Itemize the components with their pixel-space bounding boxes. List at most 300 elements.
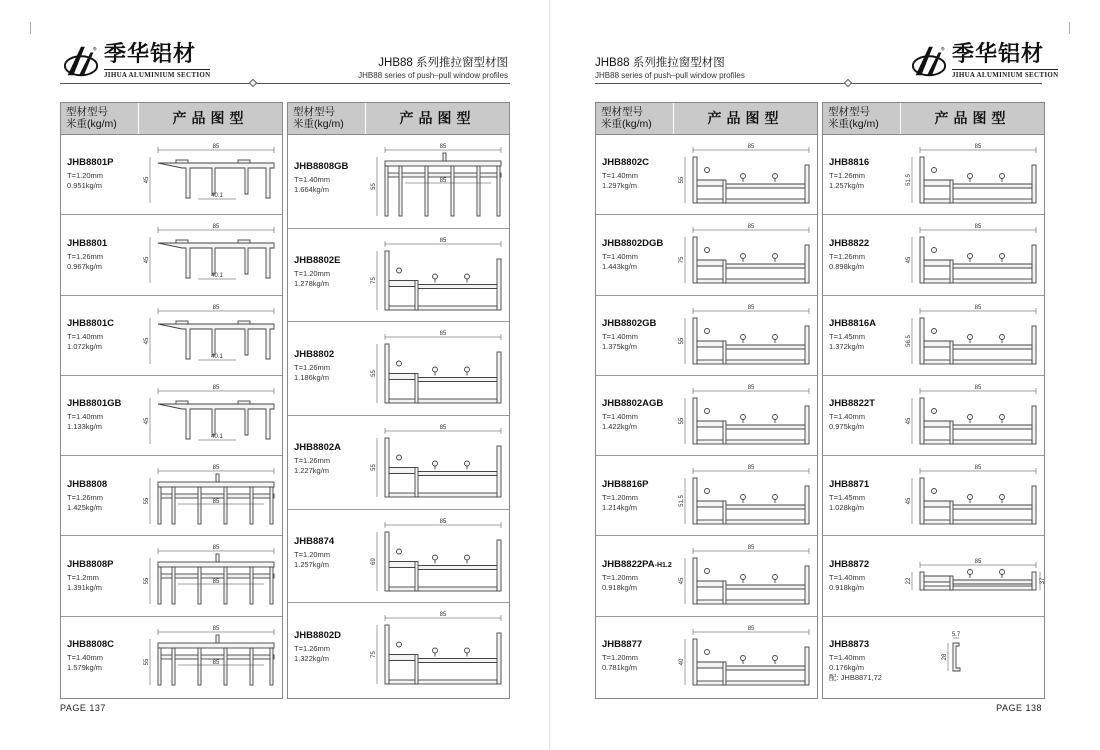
profile-drawing (685, 147, 809, 203)
dimension-label: 85 (212, 304, 220, 311)
table-row (288, 603, 509, 697)
dimension-label: 85 (439, 144, 447, 150)
wall-thickness: T=1.45mm (829, 492, 866, 502)
meter-weight: 0.781kg/m (602, 663, 638, 673)
table-row (596, 215, 817, 295)
profile-info (67, 398, 147, 432)
wall-thickness: T=1.45mm (829, 332, 866, 342)
profile-drawing (948, 638, 960, 671)
profile-outline (693, 157, 697, 203)
profile-outline (385, 251, 389, 310)
dimension-label: 85 (212, 579, 220, 586)
meter-weight: 1.072kg/m (67, 342, 103, 352)
profile-info (602, 157, 682, 191)
profile-section-drawing (671, 617, 817, 697)
table-row (596, 456, 817, 536)
profile-outline (158, 482, 274, 487)
profile-table-right-2 (822, 102, 1045, 699)
profile-outline (920, 157, 924, 203)
profile-section-drawing (136, 215, 282, 295)
dimension-label: 85 (439, 237, 447, 244)
dimension-label: 5.7 (951, 631, 961, 638)
header-product-shape: 产品图型 (172, 110, 249, 126)
meter-weight: 1.391kg/m (67, 582, 103, 592)
profile-section-drawing (363, 322, 509, 415)
dimension-label: 45 (144, 256, 150, 264)
profile-code: JHB8872 (829, 558, 870, 570)
table-row (288, 510, 509, 604)
series-title-cn: JHB88 系列推拉窗型材图 (595, 57, 725, 69)
profile-code: JHB8822 (829, 237, 870, 249)
dimension-label: 55 (371, 370, 377, 378)
meter-weight: 0.918kg/m (829, 582, 865, 592)
wall-thickness: T=1.2mm (67, 572, 99, 582)
dimension-label: 55 (679, 176, 685, 184)
profile-info (294, 161, 374, 195)
meter-weight: 1.664kg/m (294, 185, 330, 195)
dimension-label: 55 (144, 497, 150, 505)
dimension-label: 85 (212, 499, 220, 506)
table-row (61, 617, 282, 697)
header-model: 型材型号 (828, 106, 870, 118)
profile-drawing (150, 548, 274, 604)
profile-info (829, 479, 909, 513)
header-weight: 米重(kg/m) (828, 118, 879, 130)
profile-code: JHB8802E (294, 254, 341, 266)
series-title-cn: JHB88 系列推拉窗型材图 (378, 57, 508, 69)
profile-drawing (377, 241, 501, 310)
crop-mark (30, 22, 42, 34)
dimension-label: 69 (371, 557, 377, 565)
profile-section-drawing (136, 456, 282, 536)
profile-code: JHB8877 (602, 639, 643, 651)
meter-weight: 1.186kg/m (294, 372, 330, 382)
dimension-label: 85 (439, 331, 447, 338)
profile-section-drawing (136, 617, 282, 697)
table-row (596, 536, 817, 616)
table-row (61, 296, 282, 376)
table-header (288, 103, 509, 135)
dimension-label: 85 (439, 612, 447, 619)
profile-code: JHB8816A (829, 318, 876, 330)
dimension-label: 75 (371, 276, 377, 284)
brand-name-cn: 季华铝材 (104, 42, 197, 67)
dimension-label: 85 (747, 144, 755, 150)
profile-outline (920, 318, 924, 364)
meter-weight: 0.898kg/m (829, 261, 865, 271)
wall-thickness: T=1.40mm (67, 412, 104, 422)
profile-outline (693, 398, 697, 444)
table-header (61, 103, 282, 135)
dimension-label: 40.1 (211, 273, 223, 280)
wall-thickness: T=1.20mm (602, 653, 639, 663)
table-row (823, 617, 1044, 697)
profile-outline (953, 643, 960, 671)
jihua-logo-icon (62, 42, 100, 80)
profile-info (829, 559, 909, 593)
profile-info (294, 630, 374, 664)
page-number: PAGE 137 (60, 703, 106, 713)
profile-drawing (377, 522, 501, 591)
profile-info (294, 255, 374, 289)
dimension-label: 85 (747, 545, 755, 552)
profile-outline (385, 625, 389, 684)
wall-thickness: T=1.26mm (294, 362, 331, 372)
dimension-label: 45 (906, 497, 912, 505)
profile-code: JHB8802C (602, 157, 649, 169)
dimension-label: 85 (747, 384, 755, 391)
profile-drawing (912, 147, 1036, 203)
meter-weight: 1.322kg/m (294, 653, 330, 663)
wall-thickness: T=1.40mm (602, 171, 639, 181)
meter-weight: 1.297kg/m (602, 181, 638, 191)
wall-thickness: T=1.20mm (602, 492, 639, 502)
profile-info (67, 318, 147, 352)
profile-info (294, 349, 374, 383)
meter-weight: 1.372kg/m (829, 342, 865, 352)
table-row (288, 416, 509, 510)
profile-info (602, 238, 682, 272)
profile-drawing (685, 468, 809, 524)
crop-mark (1058, 22, 1070, 34)
profile-section-drawing (671, 135, 817, 215)
dimension-label: 55 (371, 183, 377, 190)
profile-info (67, 639, 147, 673)
profile-outline (158, 562, 274, 567)
profile-info (294, 442, 374, 476)
dimension-label: 85 (747, 224, 755, 231)
profile-drawing (685, 629, 809, 685)
meter-weight: 1.422kg/m (602, 422, 638, 432)
profile-drawing (685, 548, 809, 604)
dimension-label: 85 (974, 224, 982, 231)
dimension-label: 85 (439, 518, 447, 525)
dimension-label: 85 (212, 545, 220, 552)
dimension-label: 85 (974, 465, 982, 472)
profile-code: JHB8801P (67, 157, 114, 169)
table-row (596, 617, 817, 697)
profile-code: JHB8802A (294, 442, 341, 454)
dimension-label: 51.5 (679, 495, 685, 507)
dimension-label: 85 (212, 625, 220, 632)
page-number: PAGE 138 (996, 703, 1042, 713)
meter-weight: 1.214kg/m (602, 502, 638, 512)
profile-code: JHB8816 (829, 157, 870, 169)
profile-outline (693, 639, 697, 685)
series-title-en: JHB88 series of push–pull window profiles (595, 71, 745, 80)
wall-thickness: T=1.26mm (294, 643, 331, 653)
table-row (823, 215, 1044, 295)
header-product-shape: 产品图型 (707, 110, 784, 126)
table-row (596, 376, 817, 456)
profile-section-drawing (898, 376, 1044, 456)
table-row (823, 376, 1044, 456)
header-product-shape: 产品图型 (399, 110, 476, 126)
meter-weight: 1.375kg/m (602, 342, 638, 352)
brand-logo (910, 42, 1058, 80)
profile-drawing (912, 562, 1040, 590)
jihua-logo-icon (910, 42, 948, 80)
dimension-label: 85 (212, 465, 220, 472)
matching-note: 配: JHB8871,72 (829, 673, 882, 683)
series-title-en: JHB88 series of push–pull window profiles (358, 71, 508, 80)
table-row (823, 536, 1044, 616)
dimension-label: 45 (906, 417, 912, 425)
profile-drawing (150, 629, 274, 685)
meter-weight: 1.257kg/m (294, 559, 330, 569)
series-title (358, 54, 508, 80)
header-model: 型材型号 (66, 106, 108, 118)
dimension-label: 75 (679, 256, 685, 264)
profile-drawing (912, 468, 1036, 524)
dimension-label: 85 (747, 304, 755, 311)
profile-drawing (377, 615, 501, 684)
profile-section-drawing (363, 603, 509, 696)
profile-outline (920, 478, 924, 524)
svg-text:®: ® (92, 47, 98, 53)
dimension-label: 85 (212, 224, 220, 231)
wall-thickness: T=1.40mm (602, 412, 639, 422)
dimension-label: 55 (679, 417, 685, 425)
profile-outline (920, 572, 924, 590)
profile-code: JHB8822T (829, 398, 875, 410)
profile-section-drawing (363, 135, 509, 228)
dimension-label: 85 (212, 384, 220, 391)
profile-section-drawing (363, 416, 509, 509)
profile-info (829, 157, 909, 191)
table-row (61, 215, 282, 295)
header-product-shape: 产品图型 (934, 110, 1011, 126)
meter-weight: 1.257kg/m (829, 181, 865, 191)
profile-section-drawing (671, 296, 817, 376)
dimension-label: 85 (212, 659, 220, 666)
dimension-label: 55 (679, 337, 685, 344)
profile-drawing (377, 334, 501, 403)
profile-outline (158, 643, 274, 648)
profile-outline (385, 161, 501, 166)
profile-info (602, 479, 682, 513)
profile-drawing (912, 227, 1036, 283)
meter-weight: 1.028kg/m (829, 502, 865, 512)
profile-code: JHB8874 (294, 535, 335, 547)
profile-section-drawing (136, 135, 282, 215)
header-model-weight (823, 103, 901, 134)
table-row (823, 456, 1044, 536)
profile-outline (693, 318, 697, 364)
meter-weight: 1.133kg/m (67, 422, 103, 432)
profile-info (829, 398, 909, 432)
profile-info (67, 479, 147, 513)
brand-name-cn: 季华铝材 (952, 42, 1045, 67)
profile-section-drawing (136, 296, 282, 376)
meter-weight: 1.579kg/m (67, 663, 103, 673)
profile-section-drawing (898, 135, 1044, 215)
table-row (823, 296, 1044, 376)
header-model-weight (61, 103, 139, 134)
header-rule (60, 83, 510, 84)
profile-info (829, 639, 909, 683)
table-row (61, 536, 282, 616)
profile-drawing (150, 468, 274, 524)
header-rule (595, 83, 1042, 84)
profile-section-drawing (898, 296, 1044, 376)
profile-section-drawing (898, 536, 1044, 616)
profile-info (602, 639, 682, 673)
brand-name-en: JIHUA ALUMINIUM SECTION (952, 71, 1059, 79)
dimension-label: 45 (144, 417, 150, 425)
brand-name-en: JIHUA ALUMINIUM SECTION (104, 71, 211, 79)
profile-code: JHB8816P (602, 478, 649, 490)
profile-info (67, 559, 147, 593)
dimension-label: 85 (747, 625, 755, 632)
dimension-label: 45 (679, 578, 685, 585)
series-title (595, 54, 745, 80)
profile-outline (385, 344, 389, 403)
wall-thickness: T=1.40mm (67, 653, 104, 663)
table-header (596, 103, 817, 135)
profile-info (602, 398, 682, 432)
profile-code: JHB8873 (829, 639, 870, 651)
profile-code: JHB8801 (67, 237, 108, 249)
profile-code: JHB8801C (67, 318, 114, 330)
dimension-label: 37 (1040, 578, 1046, 585)
wall-thickness: T=1.20mm (67, 171, 104, 181)
profile-info (829, 318, 909, 352)
meter-weight: 0.918kg/m (602, 582, 638, 592)
profile-table-left-2 (287, 102, 510, 699)
profile-code: JHB8808 (67, 478, 108, 490)
profile-code: JHB8802DGB (602, 237, 664, 249)
table-row (61, 135, 282, 215)
profile-section-drawing (671, 456, 817, 536)
meter-weight: 0.975kg/m (829, 422, 865, 432)
dimension-label: 85 (747, 465, 755, 472)
profile-outline (385, 438, 389, 497)
dimension-label: 85 (974, 384, 982, 391)
dimension-label: 85 (974, 304, 982, 311)
wall-thickness: T=1.40mm (829, 572, 866, 582)
meter-weight: 1.278kg/m (294, 278, 330, 288)
wall-thickness: T=1.26mm (67, 251, 104, 261)
profile-section-drawing (363, 229, 509, 322)
wall-thickness: T=1.26mm (829, 171, 866, 181)
profile-section-drawing (898, 456, 1044, 536)
profile-info (294, 536, 374, 570)
profile-outline (920, 237, 924, 283)
header-model: 型材型号 (293, 106, 335, 118)
brand-logo (62, 42, 210, 80)
wall-thickness: T=1.20mm (294, 268, 331, 278)
table-row (288, 229, 509, 323)
wall-thickness: T=1.20mm (294, 549, 331, 559)
profile-table-left-1 (60, 102, 283, 699)
dimension-label: 40.1 (211, 353, 223, 360)
dimension-label: 40 (679, 658, 685, 666)
dimension-label: 56.5 (906, 334, 912, 347)
meter-weight: 1.425kg/m (67, 502, 103, 512)
table-row (288, 322, 509, 416)
meter-weight: 1.443kg/m (602, 261, 638, 271)
profile-info (829, 238, 909, 272)
profile-outline (385, 532, 389, 591)
profile-section-drawing (136, 536, 282, 616)
header-weight: 米重(kg/m) (601, 118, 652, 130)
table-row (61, 376, 282, 456)
profile-code: JHB8802 (294, 348, 335, 360)
wall-thickness: T=1.26mm (829, 251, 866, 261)
dimension-label: 55 (371, 464, 377, 471)
wall-thickness: T=1.40mm (602, 332, 639, 342)
header-weight: 米重(kg/m) (66, 118, 117, 130)
profile-outline (920, 398, 924, 444)
dimension-label: 85 (212, 144, 220, 150)
profile-section-drawing (898, 617, 1044, 697)
meter-weight: 0.951kg/m (67, 181, 103, 191)
profile-drawing (912, 388, 1036, 444)
profile-drawing (377, 428, 501, 497)
wall-thickness: T=1.40mm (829, 653, 866, 663)
profile-section-drawing (671, 376, 817, 456)
profile-drawing (685, 227, 809, 283)
table-row (596, 135, 817, 215)
wall-thickness: T=1.26mm (67, 492, 104, 502)
profile-code-suffix: -H1.2 (654, 561, 672, 569)
table-row (596, 296, 817, 376)
dimension-label: 45 (144, 176, 150, 184)
meter-weight: 1.227kg/m (294, 466, 330, 476)
wall-thickness: T=1.40mm (294, 175, 331, 185)
dimension-label: 85 (439, 178, 447, 184)
header-model-weight (288, 103, 366, 134)
profile-code: JHB8822PA-H1.2 (602, 558, 672, 570)
header-model: 型材型号 (601, 106, 643, 118)
header-model-weight (596, 103, 674, 134)
profile-code: JHB8808GB (294, 161, 349, 173)
dimension-label: 55 (144, 658, 150, 666)
dimension-label: 75 (371, 651, 377, 659)
profile-outline (693, 478, 697, 524)
profile-info (602, 559, 682, 593)
profile-code: JHB8808C (67, 639, 114, 651)
page-138 (550, 0, 1100, 750)
dimension-label: 45 (144, 337, 150, 344)
meter-weight: 0.176kg/m (829, 663, 865, 673)
profile-code: JHB8802D (294, 629, 341, 641)
profile-code: JHB8802GB (602, 318, 657, 330)
wall-thickness: T=1.40mm (67, 332, 104, 342)
profile-drawing (685, 308, 809, 364)
profile-outline (693, 237, 697, 283)
dimension-label: 85 (974, 144, 982, 150)
profile-code: JHB8871 (829, 478, 870, 490)
profile-section-drawing (136, 376, 282, 456)
dimension-label: 28 (942, 653, 948, 661)
profile-drawing (912, 308, 1036, 364)
profile-section-drawing (671, 536, 817, 616)
dimension-label: 45 (906, 256, 912, 264)
table-row (823, 135, 1044, 215)
table-row (61, 456, 282, 536)
profile-section-drawing (898, 215, 1044, 295)
dimension-label: 22 (906, 578, 912, 585)
dimension-label: 55 (144, 578, 150, 585)
profile-section-drawing (363, 510, 509, 603)
dimension-label: 40.1 (211, 193, 223, 199)
svg-text:®: ® (940, 47, 946, 53)
dimension-label: 51.5 (906, 174, 912, 186)
profile-info (67, 238, 147, 272)
header-weight: 米重(kg/m) (293, 118, 344, 130)
